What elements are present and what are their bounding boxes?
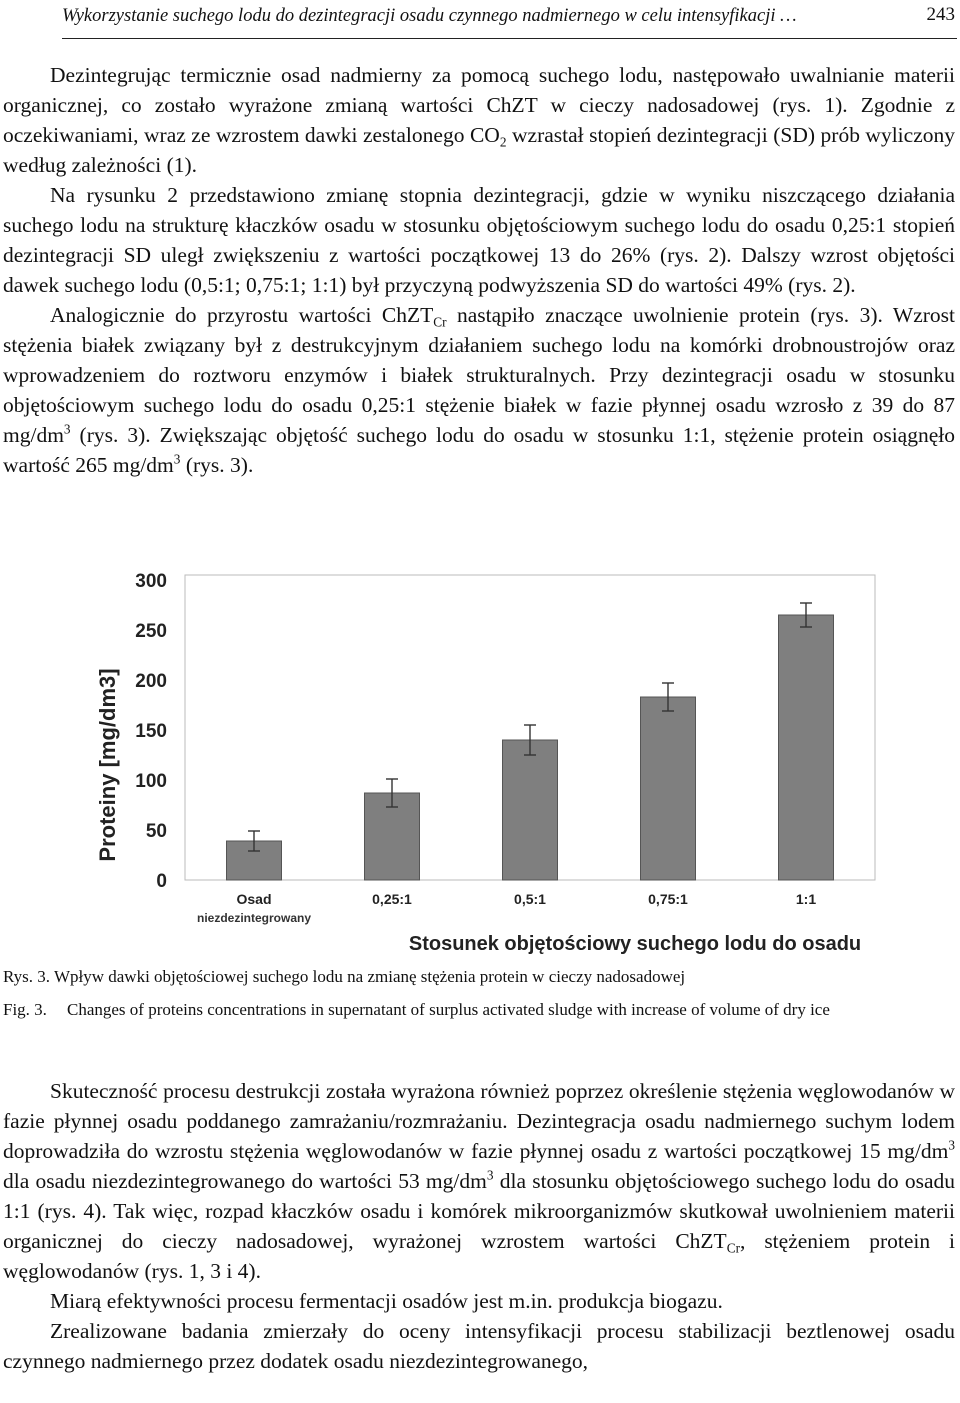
y-tick-label: 100 [135,771,167,792]
running-title: Wykorzystanie suchego lodu do dezintegracji osadu czynnego nadmiernego w celu intensyfikacji … [62,6,797,26]
protein-bar-chart [80,565,900,955]
y-tick-label: 0 [156,871,167,892]
figure-label-en: Fig. 3. [3,1000,47,1019]
page-number: 243 [926,4,955,25]
x-tick-label: 1:1 [795,891,817,907]
y-tick-label: 150 [135,721,167,742]
x-tick-label: 0,5:1 [514,891,546,907]
figure-caption-en-text: Changes of proteins concentrations in supernatant of surplus activated sludge with increase of volume of dry ice [67,1000,830,1019]
figure-caption-en [3,998,955,1022]
x-tick-label: 0,75:1 [648,891,688,907]
body-text-bottom [3,1076,955,1376]
y-axis-label: Proteiny [mg/dm3] [95,668,120,862]
y-tick-label: 300 [135,571,167,592]
bar-5 [779,615,834,880]
paragraph: Dezintegrując termicznie osad nadmierny za pomocą suchego lodu, następowało uwalnianie materii organicznej, co zostało wyrażone zmianą wartości ChZT w cieczy nadosadowej (rys. 1). Zgodnie z oczekiwaniami, wraz ze wzrostem dawki zestalonego $CO_2$ wzrastał stopień dezintegracji (SD) prób wyliczony według zależności (1). [3,63,955,177]
chart-plot-area [135,571,875,925]
figure-caption-pl: Rys. 3. Wpływ dawki objętościowej suchego lodu na zmianę stężenia protein w cieczy nadosadowej [3,967,686,986]
paragraph: Analogicznie do przyrostu wartości ChZT$_{Cr}$ nastąpiło znaczące uwolnienie protein (rys. 3). Wzrost stężenia białek związany był z destrukcyjnym działaniem suchego lodu na komórki drobnoustrojów oraz wprowadzeniem do roztworu enzymów i białek strukturalnych. Przy dezintegracji osadu w stosunku objętościowym suchego lodu do osadu 0,25:1 stężenie białek w fazie płynnej osadu wzrosło z 39 do 87 $mg/dm^3$ (rys. 3). Zwiększając objętość suchego lodu do osadu w stosunku 1:1, stężenie protein osiągnęło wartość 265 $mg/dm^3$ (rys. 3). [3,303,955,477]
bar-3 [503,740,558,880]
paragraph: Zrealizowane badania zmierzały do oceny intensyfikacji procesu stabilizacji beztlenowej osadu czynnego nadmiernego przez dodatek osadu niezdezintegrowanego, [3,1319,955,1373]
paragraph: Na rysunku 2 przedstawiono zmianę stopnia dezintegracji, gdzie w wyniku niszczącego działania suchego lodu na strukturę kłaczków osadu w stosunku objętościowym suchego lodu do osadu 0,25:1 stopień dezintegracji SD uległ zwiększeniu z wartości początkowej 13 do 26% (rys. 2). Dalszy wzrost objętości dawek suchego lodu (0,5:1; 0,75:1; 1:1) był przyczyną podwyższenia SD do wartości 49% (rys. 2). [3,183,955,297]
bar-4 [641,697,696,880]
x-tick-sublabel: niezdezintegrowany [196,911,312,925]
running-header [62,4,957,39]
paragraph: Miarą efektywności procesu fermentacji osadów jest m.in. produkcja biogazu. [50,1289,723,1313]
x-tick-label: 0,25:1 [372,891,412,907]
body-text-top [3,60,955,480]
x-tick-label: Osad [236,891,272,907]
x-axis-label: Stosunek objętościowy suchego lodu do osadu [408,933,862,955]
y-tick-label: 50 [145,821,167,842]
paragraph: Skuteczność procesu destrukcji została wyrażona również poprzez określenie stężenia węglowodanów w fazie płynnej osadu poddanego zamrażaniu/rozmrażaniu. Dezintegracja osadu nadmiernego suchym lodem doprowadziła do wzrostu stężenia węglowodanów w fazie płynnej osadu z wartości początkowej 15 $mg/dm^3$ dla osadu niezdezintegrowanego do wartości 53 $mg/dm^3$ dla stosunku objętościowego suchego lodu do osadu 1:1 (rys. 4). Tak więc, rozpad kłaczków osadu i komórek mikroorganizmów skutkował uwolnieniem materii organicznej do cieczy nadosadowej, wyrażonej wzrostem wartości ChZT$_{Cr}$, stężeniem protein i węglowodanów (rys. 1, 3 i 4). [3,1079,955,1283]
y-tick-label: 200 [135,671,167,692]
y-tick-label: 250 [135,621,167,642]
